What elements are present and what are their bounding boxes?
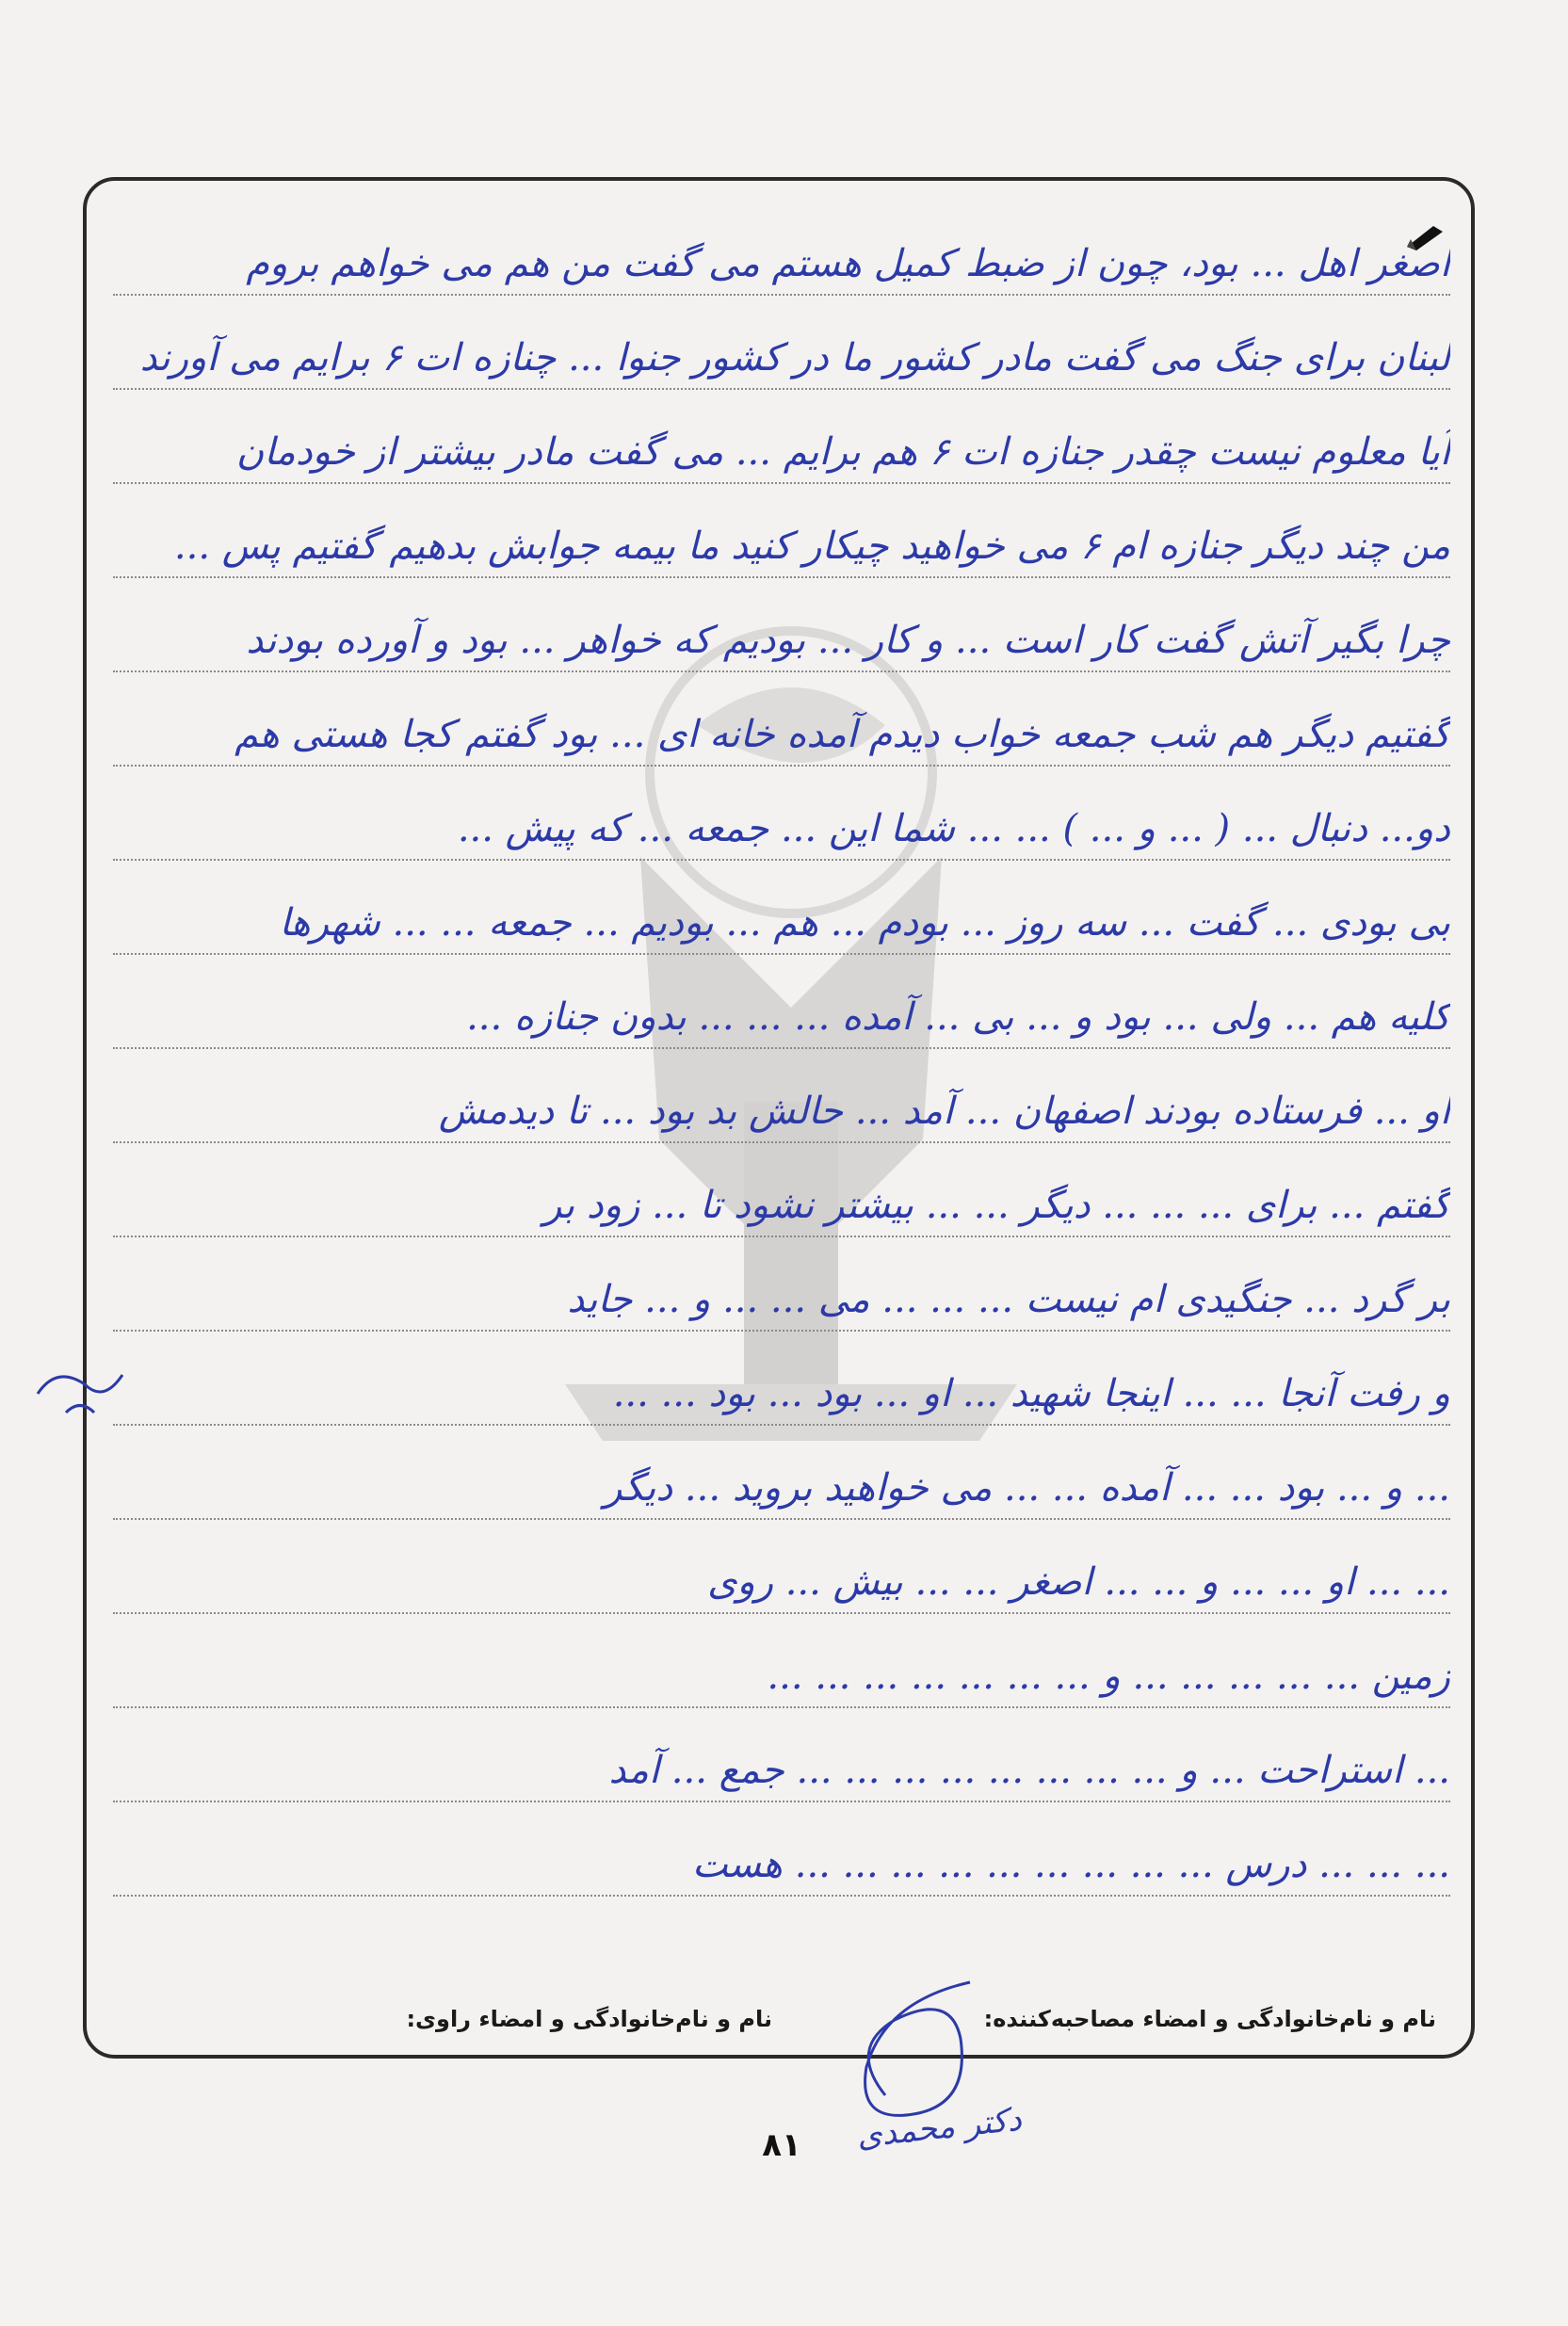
ruled-line	[113, 1047, 1450, 1049]
handwritten-line: و رفت آنجا ... ... اینجا شهید ... او ... بود ... بود ... ...	[612, 1372, 1450, 1415]
ruled-line	[113, 1424, 1450, 1426]
ruled-line	[113, 294, 1450, 296]
ruled-line	[113, 576, 1450, 578]
handwritten-line: چرا بگیر آتش گفت کار است ... و کار ... بودیم که خواهر ... بود و آورده بودند	[246, 619, 1450, 662]
handwritten-line: ... استراحت ... و ... ... ... ... ... ... ... ... جمع ... آمد	[608, 1749, 1450, 1792]
ruled-line	[113, 670, 1450, 672]
handwritten-line: لبنان برای جنگ می گفت مادر کشور ما در کشور جنوا ... چنازه ات ۶ برایم می آورند	[139, 336, 1450, 380]
handwritten-line: من چند دیگر جنازه ام ۶ می خواهید چیکار کنید ما بیمه جوابش بدهیم گفتیم پس ...	[173, 525, 1450, 568]
ruled-line	[113, 1801, 1450, 1802]
handwritten-line: او ... فرستاده بودند اصفهان ... آمد ... حالش بد بود ... تا دیدمش	[438, 1090, 1450, 1133]
ruled-line	[113, 1895, 1450, 1897]
handwritten-line: کلیه هم ... ولی ... بود و ... بی ... آمده ... ... ... بدون جنازه ...	[466, 995, 1450, 1039]
margin-annotation-icon	[28, 1356, 141, 1422]
ruled-line	[113, 1236, 1450, 1237]
handwritten-line: بی بودی ... گفت ... سه روز ... بودم ... هم ... بودیم ... جمعه ... ... شهرها	[279, 901, 1450, 945]
ruled-line	[113, 765, 1450, 767]
ruled-line	[113, 953, 1450, 955]
handwritten-line: ... و ... بود ... ... آمده ... ... می خواهید بروید ... دیگر	[604, 1466, 1450, 1510]
ruled-line	[113, 1330, 1450, 1332]
ruled-line	[113, 1518, 1450, 1520]
handwritten-line: ... ... ... درس ... ... ... ... ... ... ... ... ... هست	[691, 1843, 1450, 1886]
interviewer-signature-label: نام و نام‌خانوادگی و امضاء مصاحبه‌کننده:	[983, 2006, 1436, 2032]
handwritten-line: اصغر اهل ... بود، چون از ضبط کمیل هستم می گفت من هم می خواهم بروم	[246, 242, 1450, 285]
handwritten-line: زمین ... ... ... ... ... و ... ... ... ... ... ... ...	[767, 1655, 1450, 1698]
ruled-line	[113, 1612, 1450, 1614]
page-number: ۸۱	[762, 2126, 801, 2164]
handwritten-line: آیا معلوم نیست چقدر جنازه ات ۶ هم برایم ... می گفت مادر بیشتر از خودمان	[235, 430, 1450, 474]
ruled-line	[113, 482, 1450, 484]
handwritten-line: بر گرد ... جنگیدی ام نیست ... ... ... می ... ... و ... جاید	[567, 1278, 1450, 1321]
handwritten-line: دو... دنبال ... ( ... و ... ) ... ... شما این ... جمعه ... که پیش ...	[457, 807, 1450, 850]
handwritten-line: ... ... او ... ... و ... ... اصغر ... ... بیش ... روی	[707, 1560, 1450, 1604]
ruled-line	[113, 1706, 1450, 1708]
ruled-line	[113, 859, 1450, 861]
narrator-signature-label: نام و نام‌خانوادگی و امضاء راوی:	[406, 2006, 772, 2032]
handwritten-line: گفتم ... برای ... ... ... دیگر ... ... بیشتر نشود تا ... زود بر	[542, 1184, 1450, 1227]
signature-name: دکتر محمدی	[854, 2100, 1024, 2156]
ruled-line	[113, 1141, 1450, 1143]
handwritten-line: گفتیم دیگر هم شب جمعه خواب دیدم آمده خانه ای ... بود گفتم کجا هستی هم	[234, 713, 1450, 756]
ruled-line	[113, 388, 1450, 390]
